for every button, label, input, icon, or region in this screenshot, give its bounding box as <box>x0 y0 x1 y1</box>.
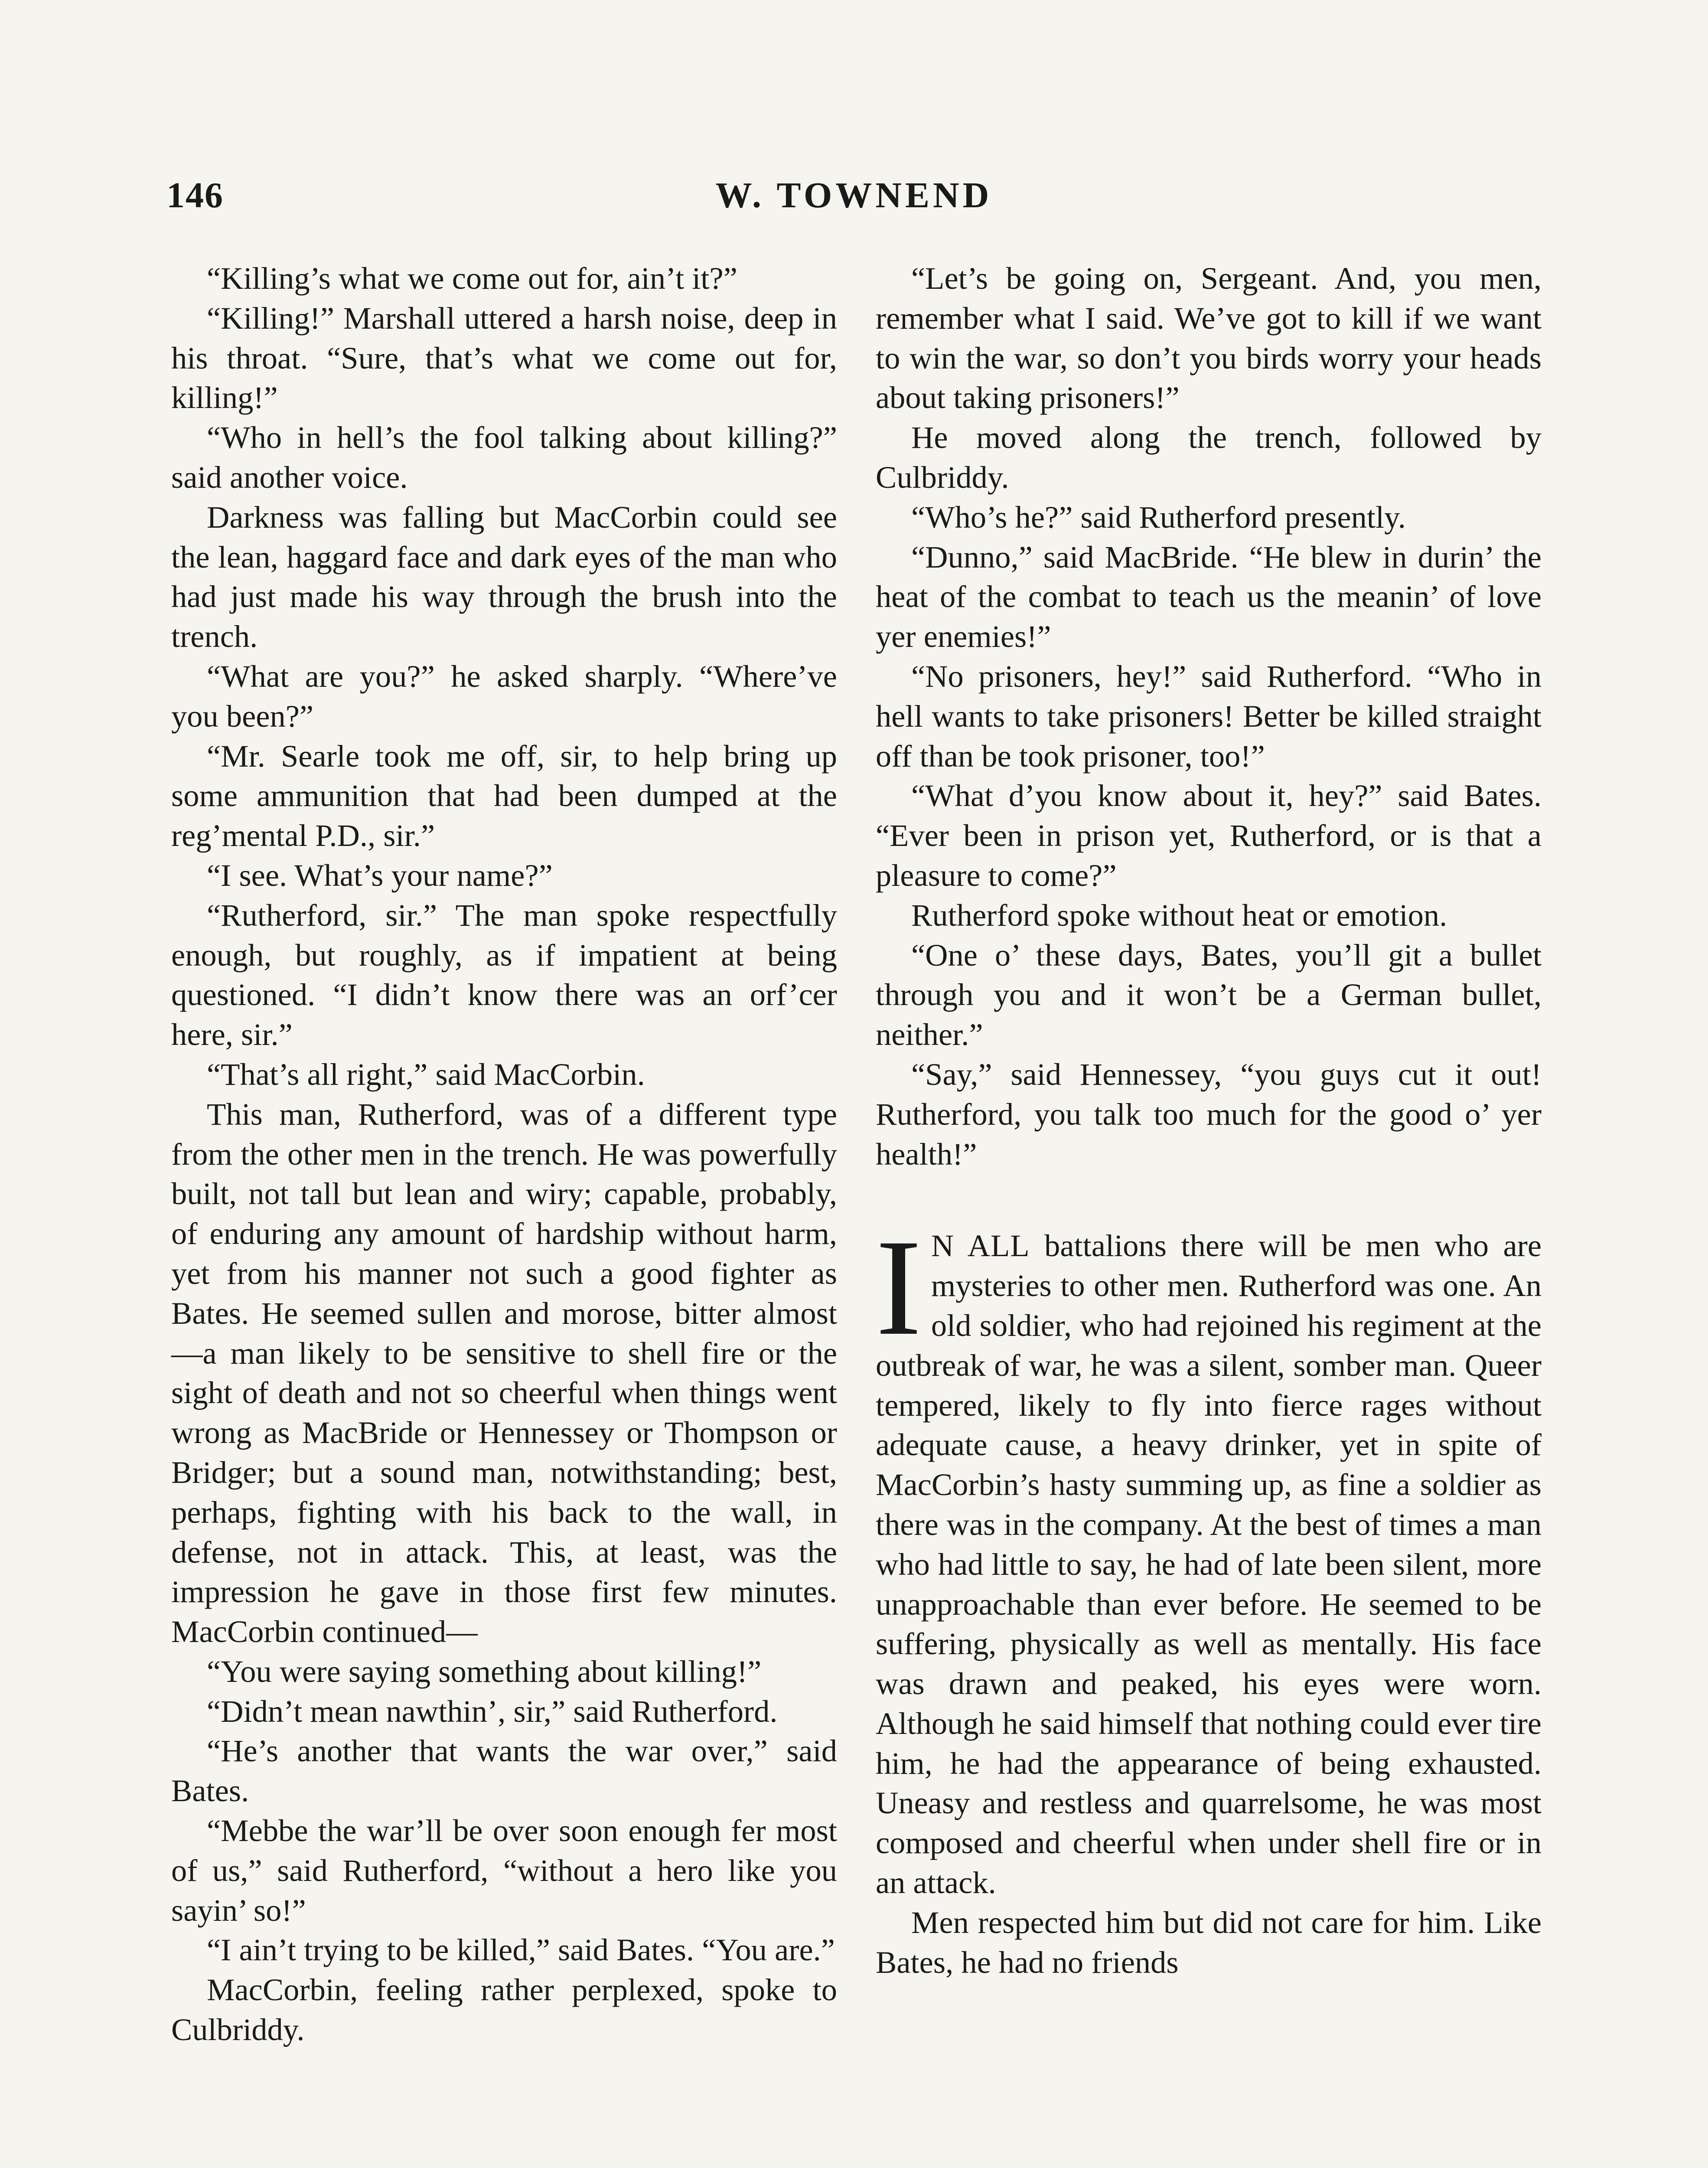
left-column <box>171 258 837 2050</box>
paragraph: “Let’s be going on, Sergeant. And, you men, remember what I said. We’ve got to kill if we want to win the war, so don’t you birds worry your heads about taking prisoners!” <box>876 261 1542 415</box>
page-number: 146 <box>166 175 224 215</box>
paragraph: “Who’s he?” said Rutherford presently. <box>911 499 1406 535</box>
drop-cap: I <box>876 1211 922 1364</box>
paragraph: Rutherford spoke without heat or emotion. <box>911 897 1447 933</box>
paragraph: “What d’you know about it, hey?” said Bates. “Ever been in prison yet, Rutherford, or is that a pleasure to come?” <box>876 778 1542 893</box>
running-title: W. TOWNEND <box>715 175 993 215</box>
paragraph: “I ain’t trying to be killed,” said Bates. “You are.” <box>207 1932 835 1968</box>
paragraph: “One o’ these days, Bates, you’ll git a bullet through you and it won’t be a German bullet, neither.” <box>876 937 1542 1052</box>
paragraph: MacCorbin, feeling rather perplexed, spoke to Culbriddy. <box>171 1972 837 2047</box>
paragraph: “What are you?” he asked sharply. “Where’ve you been?” <box>171 658 837 734</box>
paragraph: “Killing!” Marshall uttered a harsh noise, deep in his throat. “Sure, that’s what we come out for, killing!” <box>171 300 837 415</box>
paragraph: “Mebbe the war’ll be over soon enough fer most of us,” said Rutherford, “without a hero like you sayin’ so!” <box>171 1813 837 1928</box>
lead-in: N ALL <box>931 1228 1030 1264</box>
paragraph: He moved along the trench, followed by Culbriddy. <box>876 420 1542 495</box>
paragraph: “Who in hell’s the fool talking about killing?” said another voice. <box>171 420 837 495</box>
paragraph: “Dunno,” said MacBride. “He blew in durin’ the heat of the combat to teach us the meanin’ of love yer enemies!” <box>876 539 1542 654</box>
paragraph: “That’s all right,” said MacCorbin. <box>207 1056 645 1092</box>
paragraph: “Killing’s what we come out for, ain’t it?” <box>207 261 737 296</box>
paragraph: Men respected him but did not care for him. Like Bates, he had no friends <box>876 1904 1542 1980</box>
paragraph: “Mr. Searle took me off, sir, to help bring up some ammunition that had been dumped at the reg’mental P.D., sir.” <box>171 738 837 853</box>
paragraph: “I see. What’s your name?” <box>207 857 553 893</box>
paragraph-text: battalions there will be men who are mysteries to other men. Rutherford was one. An old soldier, who had rejoined his regiment at the outbreak of war, he was a silent, somber man. Queer tempered, likely to fly into fierce rages without adequate cause, a heavy drinker, yet in spite of MacCorbin’s hasty summing up, as fine a soldier as there was in the company. At the best of times a man who had little to say, he had of late been silent, more unapproachable than ever before. He seemed to be suffering, physically as well as mentally. His face was drawn and peaked, his eyes were worn. Although he said himself that nothing could ever tire him, he had the appearance of being exhausted. Uneasy and restless and quarrelsome, he was most composed and cheerful when under shell fire or in an attack. <box>876 1228 1542 1900</box>
paragraph: “He’s another that wants the war over,” said Bates. <box>171 1733 837 1809</box>
paragraph: “No prisoners, hey!” said Rutherford. “Who in hell wants to take prisoners! Better be killed straight off than be took prisoner, too!” <box>876 658 1542 774</box>
paragraph: “You were saying something about killing!” <box>207 1653 762 1689</box>
paragraph: This man, Rutherford, was of a different type from the other men in the trench. He was powerfully built, not tall but lean and wiry; capable, probably, of enduring any amount of hardship without harm, yet from his manner not such a good fighter as Bates. He seemed sullen and morose, bitter almost—a man likely to be sensitive to shell fire or the sight of death and not so cheerful when things went wrong as MacBride or Hennessey or Thompson or Bridger; but a sound man, notwithstanding; best, perhaps, fighting with his back to the wall, in defense, not in attack. This, at least, was the impression he gave in those first few minutes. MacCorbin continued— <box>171 1096 837 1649</box>
paragraph: “Say,” said Hennessey, “you guys cut it out! Rutherford, you talk too much for the good o’ yer health!” <box>876 1056 1542 1172</box>
paragraph: “Didn’t mean nawthin’, sir,” said Rutherford. <box>207 1693 778 1729</box>
paragraph: Darkness was falling but MacCorbin could see the lean, haggard face and dark eyes of the man who had just made his way through the brush into the trench. <box>171 499 837 654</box>
paragraph: “Rutherford, sir.” The man spoke respectfully enough, but roughly, as if impatient at being questioned. “I didn’t know there was an orf’cer here, sir.” <box>171 897 837 1052</box>
section-opening-paragraph <box>876 1211 1542 1903</box>
right-column <box>876 258 1542 1982</box>
